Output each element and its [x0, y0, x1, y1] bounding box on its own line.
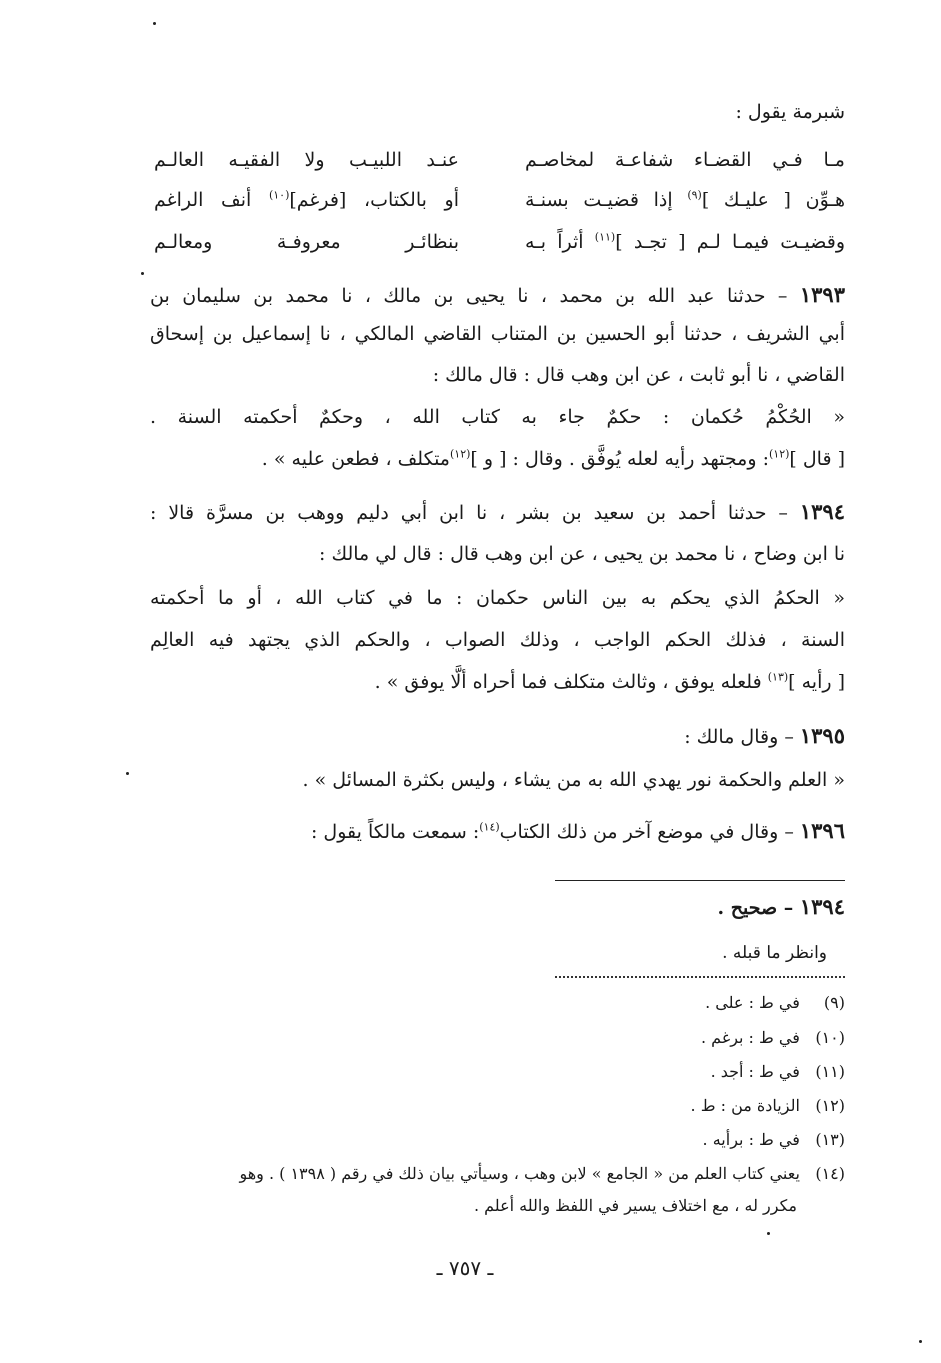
poem-line-2-right: هـوِّن [ عليـك ]$^{(٩)}$ إذا قضيـت بسنـة	[525, 188, 845, 211]
quote-1394-line-2: السنة ، فذلك الحكم الواجب ، وذلك الصواب ، والحكم الذي يجتهد فيه العالِم	[150, 629, 845, 651]
quote-1393-line-2: [ قال ]$^{(١٢)}$: ومجتهد رأيه لعله يُوفَّق . وقال : [ و ]$^{(١٢)}$متكلف ، فطعن عليه » .	[261, 447, 845, 470]
narration-number: ١٣٩٦	[799, 818, 845, 843]
quote-1395-line-1: « العلم والحكمة نور يهدي الله به من يشاء ، وليس بكثرة المسائل » .	[302, 769, 845, 791]
footnote-dotted-separator	[555, 976, 845, 978]
narration-1393-line-2: أبي الشريف ، حدثنا أبو الحسين بن المتناب القاضي المالكي ، نا إسماعيل بن إسحاق	[150, 323, 845, 345]
grading-line: ١٣٩٤ – صحيح .	[717, 894, 845, 919]
poem-line-3-right: وقضيـت فيمـا لـم [ تجـد ]$^{(١١)}$ أثراً بـه	[525, 230, 845, 253]
grading-see-also: وانظر ما قبله .	[722, 943, 827, 963]
narration-1395-line-1: ١٣٩٥ – وقال مالك :	[684, 723, 845, 748]
scan-speck	[153, 22, 156, 25]
poem-line-3-left: بنظائـر معروفـة ومعالـم	[154, 231, 459, 253]
narration-1393-line-3: القاضي ، نا أبو ثابت ، عن ابن وهب قال : قال مالك :	[432, 364, 845, 386]
footnote-10: (١٠) في ط : برغم .	[701, 1028, 845, 1047]
narration-1394-line-1: ١٣٩٤ – حدثنا أحمد بن سعيد بن بشر ، نا ابن أبي دليم ووهب بن مسرَّة قالا :	[150, 499, 845, 524]
narration-1396-line-1: ١٣٩٦ – وقال في موضع آخر من ذلك الكتاب$^{(١٤)}$: سمعت مالكاً يقول :	[310, 818, 845, 843]
poem-line-2-left: أو بالكتاب، [فرغم]$^{(١٠)}$ أنف الراغم	[154, 188, 459, 211]
poem-line-1-left: عنـد اللبيـب ولا الفقيـه العالـم	[154, 149, 459, 171]
scan-speck	[141, 272, 144, 275]
footnote-separator	[555, 880, 845, 881]
narration-1393-line-1: ١٣٩٣ – حدثنا عبد الله بن محمد ، نا يحيى بن مالك ، نا محمد بن سليمان بن	[150, 282, 845, 307]
footnote-11: (١١) في ط : أجد .	[710, 1062, 845, 1081]
poem-intro: شبرمة يقول :	[735, 101, 845, 123]
footnote-12: (١٢) الزيادة من : ط .	[690, 1096, 845, 1115]
narration-number: ١٣٩٣	[799, 282, 845, 307]
scan-speck	[767, 1232, 770, 1235]
scan-speck	[126, 772, 129, 775]
quote-1394-line-3: [ رأيه ]$^{(١٣)}$ فلعله يوفق ، وثالث متكلف فما أحراه ألَّا يوفق » .	[374, 670, 845, 693]
quote-1393-line-1: « الحُكْمُ حُكمان : حكمٌ جاء به كتاب الله ، وحكمٌ أحكمته السنة .	[150, 406, 845, 428]
poem-line-1-right: مـا فـي القضـاء شفاعـة لمخاصـم	[525, 149, 845, 171]
footnote-14: (١٤) يعني كتاب العلم من « الجامع » لابن وهب ، وسيأتي بيان ذلك في رقم ( ١٣٩٨ ) . وهو	[239, 1164, 845, 1183]
narration-number: ١٣٩٥	[799, 723, 845, 748]
footnote-9: (٩) في ط : على .	[705, 993, 845, 1012]
page-number: ـ ٧٥٧ ـ	[436, 1256, 494, 1280]
narration-number: ١٣٩٤	[799, 499, 845, 524]
footnote-14-continued: مكرر له ، مع اختلاف يسير في اللفظ والله أعلم .	[473, 1196, 797, 1215]
scan-speck	[919, 1340, 922, 1343]
narration-1394-line-2: نا ابن وضاح ، نا محمد بن يحيى ، عن ابن وهب قال : قال لي مالك :	[319, 543, 845, 565]
footnote-13: (١٣) في ط : برأيه .	[702, 1130, 845, 1149]
quote-1394-line-1: « الحكمُ الذي يحكم به بين الناس حكمان : ما في كتاب الله ، أو ما أحكمته	[150, 587, 845, 609]
